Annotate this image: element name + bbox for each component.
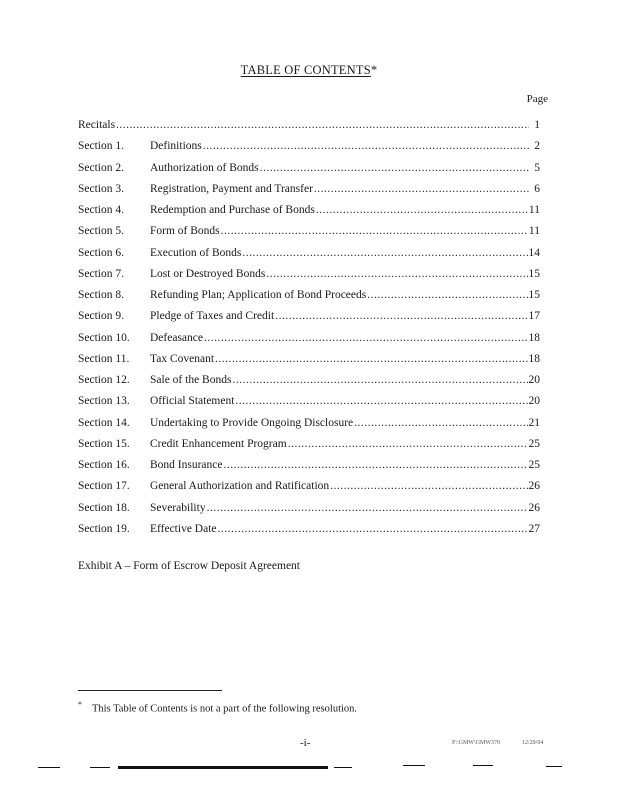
toc-dot-leader xyxy=(316,204,528,216)
toc-entry-page: 11 xyxy=(528,225,540,238)
scan-artifact-dash xyxy=(38,767,60,768)
toc-dot-leader xyxy=(203,140,529,152)
toc-dot-leader xyxy=(260,162,529,174)
toc-entry-page: 26 xyxy=(528,501,540,514)
toc-entry-page: 26 xyxy=(528,480,540,493)
toc-entry xyxy=(78,438,540,459)
toc-dot-leader xyxy=(224,459,528,471)
toc-entry xyxy=(78,353,540,374)
footnote-text: This Table of Contents is not a part of the following resolution. xyxy=(92,703,358,715)
scan-artifact-dash xyxy=(473,765,493,766)
page-number: -i- xyxy=(300,737,311,749)
toc-entry-page: 20 xyxy=(528,374,540,386)
toc-entry-number: Section 3. xyxy=(78,182,124,195)
toc-entry-page: 14 xyxy=(528,246,540,259)
toc-entry-page: 15 xyxy=(528,289,540,301)
toc-entry-number: Section 7. xyxy=(78,267,124,280)
toc-entry-name: Registration, Payment and Transfer xyxy=(150,182,313,195)
toc-entry-number: Section 11. xyxy=(78,352,130,365)
toc-entry-page: 5 xyxy=(534,161,540,174)
toc-dot-leader xyxy=(221,225,528,237)
toc-entry-page: 6 xyxy=(534,182,540,195)
toc-entry-page: 21 xyxy=(528,416,540,429)
scan-artifact-dash xyxy=(403,765,425,766)
toc-entry xyxy=(78,268,540,289)
toc-entry-number: Section 14. xyxy=(78,416,130,429)
toc-entry-name: Execution of Bonds xyxy=(150,246,242,259)
toc-entry xyxy=(78,183,540,204)
toc-entry xyxy=(78,140,540,161)
toc-entry xyxy=(78,417,540,438)
toc-dot-leader xyxy=(266,268,527,280)
toc-entry-name: Definitions xyxy=(150,140,202,153)
toc-entry-number: Section 9. xyxy=(78,310,124,323)
toc-entry-name: General Authorization and Ratification xyxy=(150,480,330,493)
toc-title-text: TABLE OF CONTENTS xyxy=(240,63,371,77)
toc-entry xyxy=(78,395,540,416)
toc-entry-number: Section 16. xyxy=(78,459,130,471)
toc-dot-leader xyxy=(288,438,528,450)
toc-entry-name: Form of Bonds xyxy=(150,225,220,238)
toc-dot-leader xyxy=(235,395,527,407)
toc-entry-name: Sale of the Bonds xyxy=(150,374,232,386)
toc-entry-number: Section 5. xyxy=(78,225,124,238)
toc-entry-name: Redemption and Purchase of Bonds xyxy=(150,204,315,216)
toc-entry-number: Section 2. xyxy=(78,161,124,174)
toc-entry-name: Undertaking to Provide Ongoing Disclosure xyxy=(150,416,354,429)
toc-entry-name: Effective Date xyxy=(150,522,217,535)
toc-entry xyxy=(78,162,540,183)
toc-entry-name: Authorization of Bonds xyxy=(150,161,259,174)
toc-entry-page: 11 xyxy=(528,204,540,216)
toc-entry-number: Section 18. xyxy=(78,501,130,514)
toc-entry-name: Official Statement xyxy=(150,395,235,408)
toc-entry-number: Section 8. xyxy=(78,289,124,301)
toc-entry-name: Defeasance xyxy=(150,331,203,344)
toc-entry-page: 25 xyxy=(528,459,540,471)
toc-entry-page: 25 xyxy=(528,437,540,450)
toc-entry xyxy=(78,374,540,395)
scan-artifact-dash xyxy=(546,766,562,767)
toc-title-marker: * xyxy=(370,63,378,77)
footnote xyxy=(78,700,357,715)
toc-entry-number: Section 10. xyxy=(78,331,130,344)
document-id: P:\GMW\GMW370 xyxy=(452,740,500,746)
toc-dot-leader xyxy=(242,247,527,259)
exhibit-entry: Exhibit A – Form of Escrow Deposit Agreement xyxy=(78,560,300,572)
toc-entry-page: 20 xyxy=(528,395,540,408)
toc-entry xyxy=(78,204,540,225)
toc-entry-name: Credit Enhancement Program xyxy=(150,437,287,450)
toc-dot-leader xyxy=(215,353,527,365)
toc-dot-leader xyxy=(367,289,527,301)
toc-dot-leader xyxy=(354,417,527,429)
toc-entry-name: Pledge of Taxes and Credit xyxy=(150,310,275,323)
toc-entry xyxy=(78,247,540,268)
toc-entry-name: Lost or Destroyed Bonds xyxy=(150,267,266,280)
toc-dot-leader xyxy=(232,374,527,386)
document-date: 12/29/04 xyxy=(522,740,544,746)
toc-dot-leader xyxy=(275,310,527,322)
scan-artifact-dash xyxy=(334,767,352,768)
toc-entry-number: Section 1. xyxy=(78,140,124,153)
toc-entry-page: 2 xyxy=(534,140,540,153)
toc-entry-page: 27 xyxy=(528,522,540,535)
toc-entry-page: 18 xyxy=(528,352,540,365)
toc-entry xyxy=(78,459,540,480)
page-column-label: Page xyxy=(526,93,548,105)
footnote-marker: * xyxy=(78,700,82,709)
toc-entry-number: Section 17. xyxy=(78,480,130,493)
toc-entry xyxy=(78,119,540,140)
toc-dot-leader xyxy=(218,523,528,535)
toc-dot-leader xyxy=(314,183,529,195)
toc-entry-number: Section 15. xyxy=(78,437,130,450)
toc-entry-page: 18 xyxy=(528,331,540,344)
toc-entry xyxy=(78,289,540,310)
toc-dot-leader xyxy=(330,480,527,492)
toc-entry xyxy=(78,523,540,544)
toc-entry-number: Section 6. xyxy=(78,246,124,259)
toc-entry-number: Section 19. xyxy=(78,522,130,535)
toc-entry-name: Refunding Plan; Application of Bond Proceeds xyxy=(150,289,367,301)
toc-dot-leader xyxy=(207,502,528,514)
toc-entry xyxy=(78,480,540,501)
toc-entry-page: 1 xyxy=(534,119,540,131)
toc-entry xyxy=(78,502,540,523)
toc-entry-number: Section 12. xyxy=(78,374,130,386)
toc-entry xyxy=(78,225,540,246)
toc-entry-name: Tax Covenant xyxy=(150,352,215,365)
toc-title xyxy=(0,63,618,78)
toc-entry-number: Section 4. xyxy=(78,204,124,216)
toc-entry-page: 15 xyxy=(528,267,540,280)
toc-dot-leader xyxy=(204,332,528,344)
toc-entry xyxy=(78,332,540,353)
toc-entry xyxy=(78,310,540,331)
toc-dot-leader xyxy=(116,119,529,131)
toc-list xyxy=(78,119,540,544)
toc-entry-name: Bond Insurance xyxy=(150,459,223,471)
scan-artifact-line xyxy=(118,766,328,769)
footnote-rule xyxy=(78,690,222,691)
toc-entry-name: Recitals xyxy=(78,119,116,131)
toc-entry-page: 17 xyxy=(528,310,540,323)
scan-artifact-dash xyxy=(90,767,110,768)
toc-entry-name: Severability xyxy=(150,501,206,514)
toc-entry-number: Section 13. xyxy=(78,395,130,408)
